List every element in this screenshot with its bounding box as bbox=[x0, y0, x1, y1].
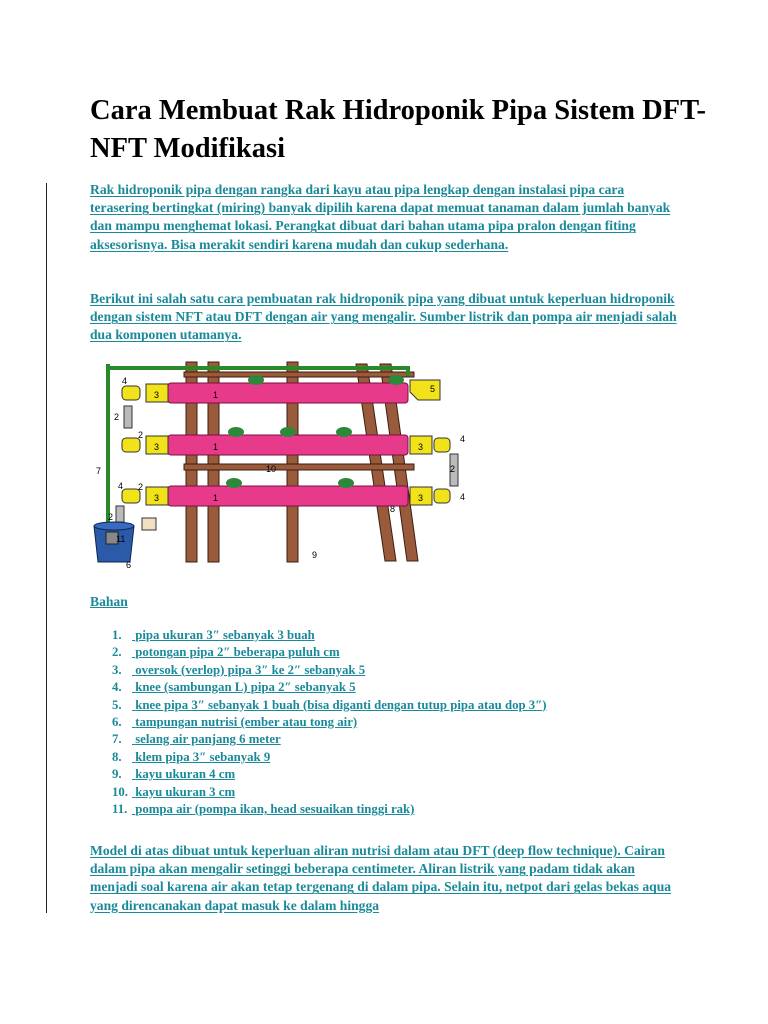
item-text: pipa ukuran 3″ sebanyak 3 buah bbox=[135, 628, 315, 642]
label-2e: 2 bbox=[108, 512, 114, 522]
list-item[interactable] bbox=[112, 644, 672, 661]
label-6: 6 bbox=[126, 560, 132, 570]
label-4d: 4 bbox=[460, 492, 466, 502]
list-item[interactable] bbox=[112, 749, 672, 766]
item-text: pompa air (pompa ikan, head sesuaikan tinggi rak) bbox=[135, 802, 415, 817]
item-text: kayu ukuran 4 cm bbox=[135, 767, 236, 782]
label-5: 5 bbox=[430, 384, 436, 394]
label-3: 3 bbox=[154, 390, 160, 400]
power-socket bbox=[142, 518, 156, 530]
list-item[interactable] bbox=[112, 679, 672, 696]
intro-paragraph-2[interactable]: Berikut ini salah satu cara pembuatan rak hidroponik pipa yang dibuat untuk keperluan hidroponik dengan sistem NFT atau DFT dengan air yang mengalir. Sumber listrik dan pompa air menjadi salah dua komponen utamanya. bbox=[90, 291, 677, 343]
label-3b: 3 bbox=[154, 442, 160, 452]
label-4c: 4 bbox=[460, 434, 466, 444]
item-text: oversok (verlop) pipa 3″ ke 2″ sebanyak 5 bbox=[135, 662, 366, 677]
item-number: 7. bbox=[112, 732, 122, 747]
item-number: 10. bbox=[112, 784, 128, 799]
label-1b: 1 bbox=[213, 442, 219, 452]
materials-heading[interactable]: Bahan bbox=[90, 594, 128, 609]
main-pipes bbox=[168, 383, 408, 506]
list-item[interactable] bbox=[112, 784, 672, 801]
materials-list bbox=[112, 627, 672, 818]
item-text: selang air panjang 6 meter bbox=[135, 732, 281, 747]
hydroponic-rack-diagram bbox=[88, 356, 488, 572]
intro-paragraph[interactable]: Rak hidroponik pipa dengan rangka dari kayu atau pipa lengkap dengan instalasi pipa cara terasering bertingkat (miring) banyak dipilih karena dapat memuat tanaman dalam jumlah banyak dan mampu menghemat lokasi. Perangkat dibuat dari bahan utama pipa pralon dengan fiting aksesorisnya. Bisa merakit sendiri karena mudah dan cukup sederhana. bbox=[90, 182, 671, 252]
list-item[interactable] bbox=[112, 766, 672, 783]
label-7: 7 bbox=[96, 466, 102, 476]
label-8: 8 bbox=[390, 504, 396, 514]
label-2b: 2 bbox=[138, 430, 144, 440]
list-item[interactable] bbox=[112, 801, 672, 818]
item-number: 3. bbox=[112, 662, 122, 677]
nutrient-bucket bbox=[94, 522, 134, 562]
label-9: 9 bbox=[312, 550, 318, 560]
list-item[interactable] bbox=[112, 662, 672, 679]
item-text: tampungan nutrisi (ember atau tong air) bbox=[135, 715, 358, 730]
item-number: 5. bbox=[112, 697, 122, 712]
label-3e: 3 bbox=[418, 493, 424, 503]
list-item[interactable] bbox=[112, 731, 672, 748]
label-2c: 2 bbox=[138, 482, 144, 492]
item-text: potongan pipa 2″ beberapa puluh cm bbox=[135, 645, 340, 660]
label-4: 4 bbox=[122, 376, 128, 386]
item-text: knee pipa 3″ sebanyak 1 buah (bisa diganti dengan tutup pipa atau dop 3″) bbox=[135, 697, 547, 712]
item-number: 1. bbox=[112, 628, 122, 642]
item-number: 2. bbox=[112, 645, 122, 660]
item-number: 4. bbox=[112, 680, 122, 695]
label-3d: 3 bbox=[418, 442, 424, 452]
page-title: Cara Membuat Rak Hidroponik Pipa Sistem DFT-NFT Modifikasi bbox=[90, 95, 706, 164]
outro-paragraph[interactable]: Model di atas dibuat untuk keperluan aliran nutrisi dalam atau DFT (deep flow technique). Cairan dalam pipa akan mengalir setinggi beberapa centimeter. Aliran listrik yang padam tidak akan menjadi soal karena air akan tetap tergenang di dalam pipa. Selain itu, netpot dari gelas bekas aqua yang direncanakan dapat masuk ke dalam hingga bbox=[90, 843, 672, 913]
item-text: knee (sambungan L) pipa 2″ sebanyak 5 bbox=[135, 680, 356, 695]
list-item[interactable] bbox=[112, 714, 672, 731]
item-number: 9. bbox=[112, 767, 122, 782]
item-text: kayu ukuran 3 cm bbox=[135, 784, 236, 799]
list-item[interactable] bbox=[112, 697, 672, 714]
list-item[interactable] bbox=[112, 627, 672, 644]
item-number: 6. bbox=[112, 715, 122, 730]
label-2d: 2 bbox=[450, 464, 456, 474]
label-10: 10 bbox=[266, 464, 277, 474]
label-4b: 4 bbox=[118, 481, 124, 491]
left-margin-rule bbox=[46, 183, 47, 913]
left-fittings bbox=[116, 384, 168, 522]
label-2: 2 bbox=[114, 412, 120, 422]
item-number: 11. bbox=[112, 802, 128, 817]
label-3c: 3 bbox=[154, 493, 160, 503]
item-number: 8. bbox=[112, 749, 122, 764]
item-text: klem pipa 3″ sebanyak 9 bbox=[135, 749, 271, 764]
label-1c: 1 bbox=[213, 493, 219, 503]
label-11: 11 bbox=[116, 534, 126, 544]
label-1: 1 bbox=[213, 390, 219, 400]
